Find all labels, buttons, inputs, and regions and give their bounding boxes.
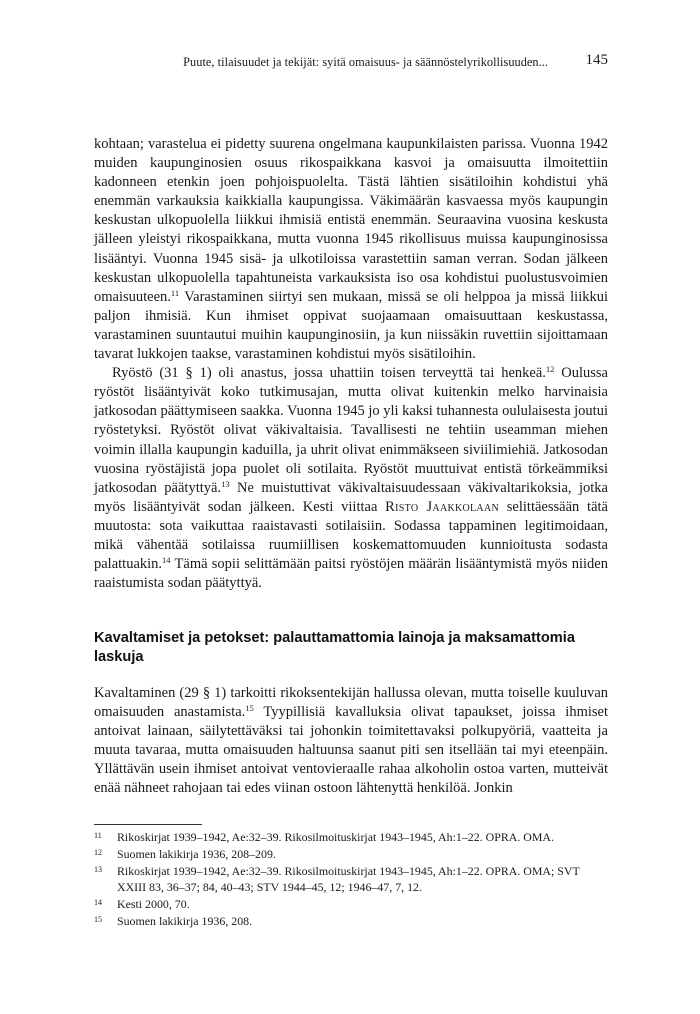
- running-title: Puute, tilaisuudet ja tekijät: syitä omaisuus- ja säännöstelyrikollisuuden...: [183, 55, 548, 69]
- footnote-ref-14: 14: [162, 555, 171, 566]
- paragraph-kavaltaminen: Kavaltaminen (29 § 1) tarkoitti rikoksentekijän hallussa olevan, mutta toiselle kuuluvan omaisuuden anastamista.$^{15}$ Tyypillisiä kavalluksia olivat tapaukset, joissa ihmiset antoivat lainaan, säilytettäväksi tai johonkin toimitettavaksi polkupyöriä, vaatteita ja muuta tavaraa, mutta omaisuuden haltuunsa saanut piti sen itsellään tai myi eteenpäin. Yllättävän usein ihmiset antoivat ventovieraalle rahaa alkoholin ostoa varten, mutteivät enää nähneet rahojaan tai edes viinan ostoon lähtenyttä henkilöä. Jonkin: [94, 685, 608, 797]
- footnote-number: 12: [94, 848, 102, 858]
- footnote: [94, 864, 608, 894]
- running-header: [0, 52, 700, 72]
- footnote-text: Rikoskirjat 1939–1942, Ae:32–39. Rikosilmoituskirjat 1943–1945, Ah:1–22. OPRA. OMA.: [117, 830, 554, 844]
- author-name: Risto Jaakkolaan: [385, 498, 499, 515]
- footnote-number: 11: [94, 831, 102, 840]
- footnote-text: Kesti 2000, 70.: [117, 896, 190, 911]
- footnote: [94, 914, 608, 929]
- footnote: [94, 847, 608, 862]
- footnote-ref-11: 11: [170, 287, 180, 298]
- paragraph-ryosto: Ryöstö (31 § 1) oli anastus, jossa uhattiin toisen terveyttä tai henkeä.$^{12}$ Oulussa ryöstöt lisääntyivät koko tutkimusajan, mutta olivat kuitenkin melko harvinaisia jatkosodan päättymiseen saakka. Vuonna 1945 jo yli kaksi tuhannesta oululaisesta joutui ryöstetyksi. Ryöstöt olivat väkivaltaisia. Tavallisesti ne tehtiin useamman miehen voimin illalla kaupungin kaduilla, ja uhrit olivat enimmäkseen siviilimiehiä. Jatkosodan vuosina ryöstäjistä jopa puolet oli sotilaita. Ryöstöt muuttuivat entistä törkeämmiksi jatkosodan päätyttyä.$^{13}$ Ne muistuttivat väkivaltaisuudessaan väkivaltarikoksia, jotka myös lisääntyivät sodan jälkeen. Kesti viittaa Risto Jaakkolaan selittäessään tätä muutosta: sota vaikuttaa raaistavasti sotilaisiin. Sodassa tappaminen legitimoidaan, mikä vähentää sotilaissa ruumiillisen koskemattomuuden kunnioitusta sodasta palattuakin.$^{14}$ Tämä sopii selittämään paitsi ryöstöjen määrän lisääntymistä myös niiden raaistumista sodan päätyttyä.: [94, 364, 608, 592]
- footnote-ref-12: 12: [545, 364, 555, 375]
- footnote-divider: [94, 824, 202, 825]
- footnote-text: Suomen lakikirja 1936, 208–209.: [117, 847, 276, 862]
- footnote: [94, 830, 608, 845]
- body-text-upper: [94, 135, 608, 593]
- page-number: 145: [585, 52, 608, 68]
- footnote-number: 13: [94, 865, 102, 875]
- footnote-number: 15: [94, 915, 102, 925]
- footnotes: [94, 830, 608, 931]
- footnote-text: Suomen lakikirja 1936, 208.: [117, 914, 253, 929]
- body-text-lower: [94, 684, 608, 799]
- footnote-number: 14: [94, 897, 102, 907]
- paragraph-continued: kohtaan; varastelua ei pidetty suurena ongelmana kaupunkilaisten parissa. Vuonna 1942 muiden kaupunginosien osuus rikospaikkana kasvoi ja omaisuutta ilmoitettiin kadonneen etenkin joen pohjoispuolelta. Tästä lähtien sisätiloihin kohdistui yhä enemmän varkauksia kaikkialla kaupungissa. Väkimäärän kasvaessa myös kaupungin keskustan ulkopuolella liikkui ihmisiä entistä enemmän. Seuraavina vuosina keskusta jälleen yleistyi rikospaikkana, mutta vuonna 1945 rikollisuus muissa kaupunginosissa lisääntyi. Vuonna 1945 sisä- ja ulkotiloissa varastettiin saman verran. Sodan jälkeen keskustan ulkopuolella tapahtuneista varkauksista iso osa kohdistui puolustusvoimien omaisuuteen.$^{11}$ Varastaminen siirtyi sen mukaan, missä se oli helppoa ja missä liikkui paljon ihmisiä. Kun ihmiset oppivat suojaamaan omaisuuttaan keskustassa, varastaminen suuntautui muihin kaupunginosiin, ja kun niissäkin ruvettiin sijoittamaan tavarat lukkojen taakse, varastaminen kohdistui myös sisätiloihin.: [94, 136, 608, 363]
- footnote-text: Rikoskirjat 1939–1942, Ae:32–39. Rikosilmoituskirjat 1943–1945, Ah:1–22. OPRA. OMA; SVT XXIII 83, 36–37; 84, 40–43; STV 1944–45, 12; 1946–47, 7, 12.: [117, 864, 580, 894]
- section-heading: Kavaltamiset ja petokset: palauttamattomia lainoja ja maksamattomia laskuja: [94, 630, 575, 665]
- footnote-ref-13: 13: [221, 478, 230, 489]
- footnote-ref-15: 15: [245, 703, 254, 714]
- footnote: [94, 897, 608, 912]
